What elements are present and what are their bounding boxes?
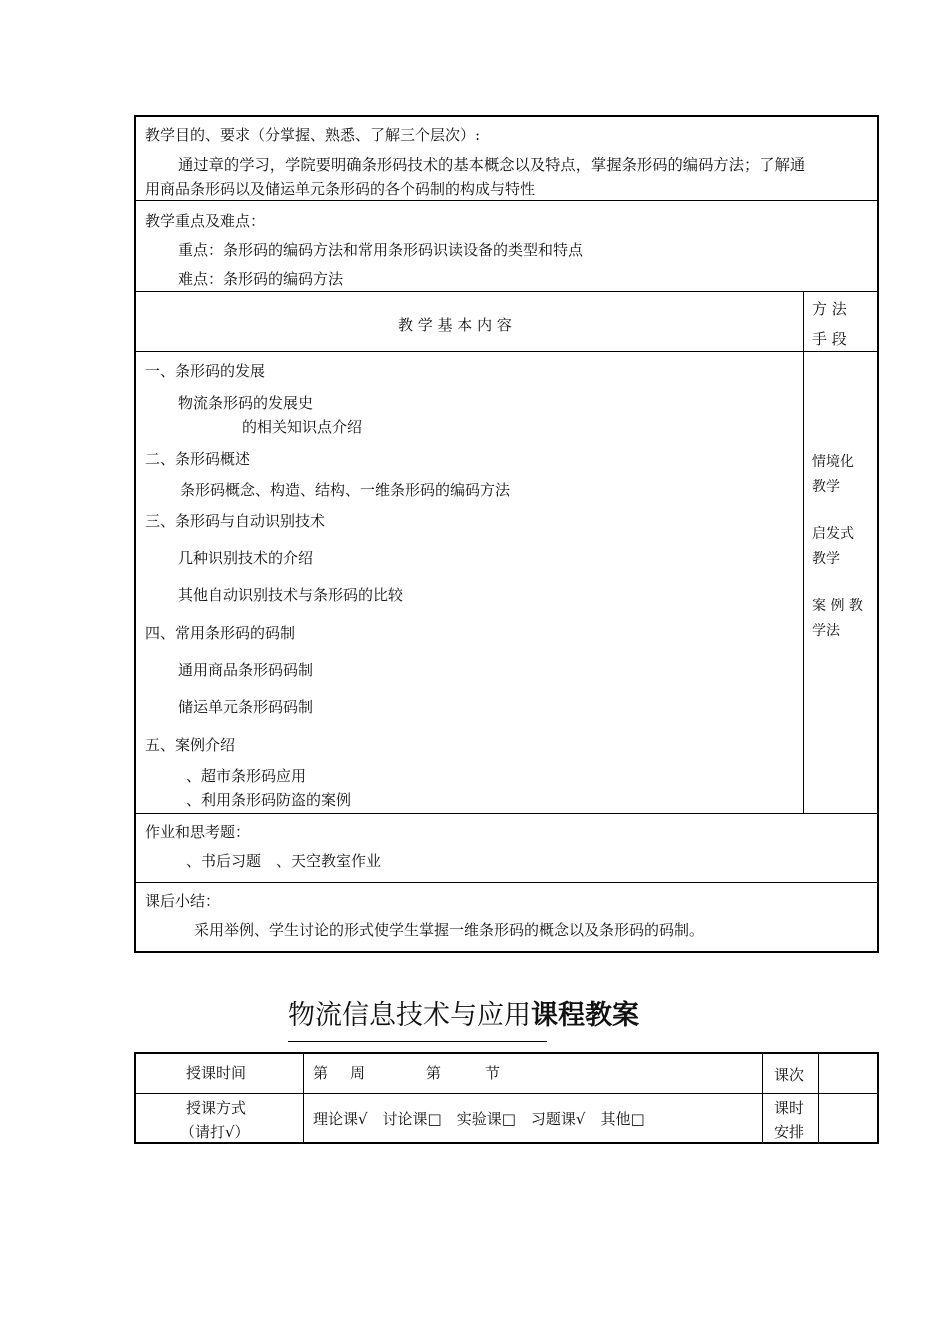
divider <box>134 813 879 814</box>
content-item: 二、条形码概述 <box>145 450 251 468</box>
method-item: 案 例 教 <box>812 598 863 614</box>
teaching-mode-options: 理论课√ 讨论课□ 实验课□ 习题课√ 其他□ <box>313 1110 645 1128</box>
hours-label-line1: 课时 <box>774 1099 805 1117</box>
divider <box>134 351 879 352</box>
divider <box>134 1093 879 1094</box>
lesson-number-label: 课次 <box>774 1066 805 1084</box>
content-item: 通用商品条形码码制 <box>178 661 314 679</box>
teaching-mode-label-line2: （请打√） <box>180 1123 250 1141</box>
objectives-heading: 教学目的、要求（分掌握、熟悉、了解三个层次）: <box>145 126 481 144</box>
section-label: 第 <box>426 1064 442 1082</box>
content-item: 一、条形码的发展 <box>145 362 266 380</box>
keypoints-heading: 教学重点及难点： <box>145 212 266 230</box>
column-divider <box>803 291 804 813</box>
homework-text: 、书后习题 、天空教室作业 <box>186 852 382 870</box>
week-unit: 周 <box>350 1064 366 1082</box>
content-item: 物流条形码的发展史 <box>178 394 314 412</box>
content-column-header: 教 学 基 本 内 容 <box>398 316 512 334</box>
course-title <box>288 1000 639 1032</box>
summary-text: 采用举例、学生讨论的形式使学生掌握一维条形码的概念以及条形码的码制。 <box>194 921 705 939</box>
section-unit: 节 <box>485 1064 501 1082</box>
content-item: 几种识别技术的介绍 <box>178 549 314 567</box>
content-item: 三、条形码与自动识别技术 <box>145 512 326 530</box>
summary-heading: 课后小结： <box>145 892 221 910</box>
method-item: 教学 <box>812 551 840 567</box>
objectives-text-line2: 用商品条形码以及储运单元条形码的各个码制的构成与特性 <box>145 180 536 198</box>
hours-label-line2: 安排 <box>774 1123 805 1141</box>
difficulty-text: 难点：条形码的编码方法 <box>178 270 344 288</box>
method-item: 学法 <box>812 623 840 639</box>
homework-heading: 作业和思考题： <box>145 823 251 841</box>
method-column-header-line2: 手 段 <box>812 330 847 348</box>
content-item: 、利用条形码防盗的案例 <box>186 791 352 809</box>
content-item: 的相关知识点介绍 <box>242 418 363 436</box>
objectives-text-line1: 通过章的学习，学院要明确条形码技术的基本概念以及特点，掌握条形码的编码方法；了解通 <box>178 156 806 174</box>
content-item: 五、案例介绍 <box>145 736 236 754</box>
method-item: 教学 <box>812 479 840 495</box>
content-item: 条形码概念、构造、结构、一维条形码的编码方法 <box>180 481 511 499</box>
divider <box>134 882 879 883</box>
divider <box>134 291 879 292</box>
method-item: 情境化 <box>812 454 854 470</box>
method-column-header-line1: 方 法 <box>812 300 847 318</box>
content-item: 其他自动识别技术与条形码的比较 <box>178 586 404 604</box>
content-item: 、超市条形码应用 <box>186 767 307 785</box>
content-item: 四、常用条形码的码制 <box>145 624 296 642</box>
course-name-underline <box>288 1041 547 1042</box>
course-title-suffix: 课程教案 <box>531 1000 639 1031</box>
method-item: 启发式 <box>812 526 854 542</box>
column-divider <box>303 1052 304 1144</box>
divider <box>134 200 879 201</box>
content-item: 储运单元条形码码制 <box>178 698 314 716</box>
teaching-mode-label-line1: 授课方式 <box>186 1099 247 1117</box>
week-label: 第 <box>313 1064 329 1082</box>
column-divider <box>818 1052 819 1144</box>
column-divider <box>762 1052 763 1144</box>
time-label: 授课时间 <box>186 1064 247 1082</box>
keypoint-text: 重点：条形码的编码方法和常用条形码识读设备的类型和特点 <box>178 241 584 259</box>
course-name: 物流信息技术与应用 <box>288 1000 531 1031</box>
